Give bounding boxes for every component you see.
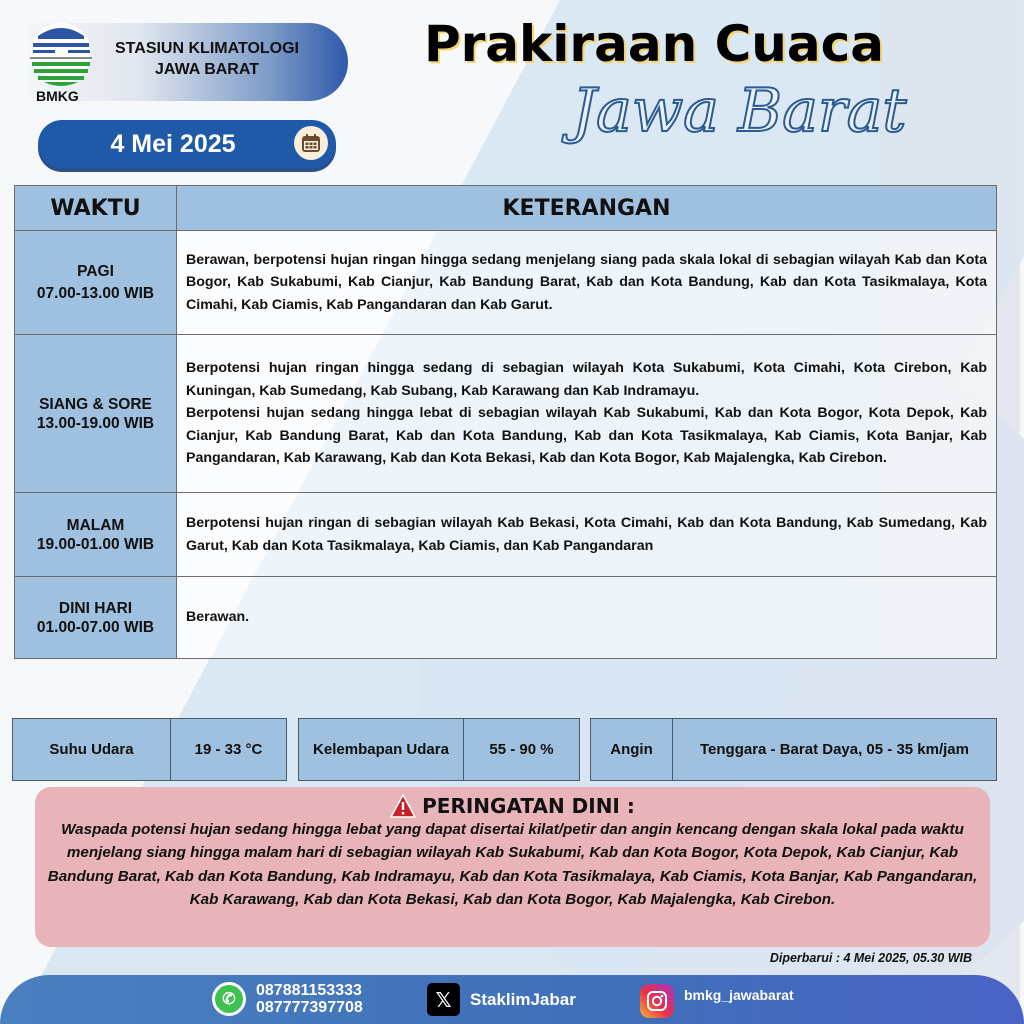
time-cell (15, 577, 177, 659)
last-updated: Diperbarui : 4 Mei 2025, 05.30 WIB (769, 951, 972, 965)
whatsapp-icon: ✆ (212, 982, 246, 1016)
time-cell (15, 231, 177, 335)
description-text: Berpotensi hujan sedang hingga lebat di sebagian wilayah Kab Sukabumi, Kab dan Kota Bogor, Kota Depok, Kab Cianjur, Kab Bandung Barat, Kab dan Kota Bandung, Kab dan Kota Tasikmalaya, Kab Ciamis, Kota Banjar, Kab Pangandaran, Kab Karawang, Kab dan Kota Bekasi, Kab dan Kota Bogor, Kab Majalengka, Kab Cirebon. (186, 405, 987, 467)
time-cell (15, 335, 177, 493)
warning-triangle-icon (390, 794, 416, 818)
warning-body: Waspada potensi hujan sedang hingga lebat yang dapat disertai kilat/petir dan angin kencang dengan skala lokal pada waktu menjelang siang hingga malam hari di sebagian wilayah Kab Sukabumi, Kab dan Kota Bogor, Kota Depok, Kab Cianjur, Kab Bandung Barat, Kab dan Kota Bandung, Kab Indramayu, Kab dan Kota Tasikmalaya, Kab Ciamis, Kota Banjar, Kab Pangandaran, Kab Karawang, Kab dan Kota Bekasi, Kab dan Kota Bogor, Kab Majalengka, Kab Cirebon. (47, 821, 978, 909)
x-twitter-icon: 𝕏 (427, 983, 460, 1016)
description-text: Berawan, berpotensi hujan ringan hingga sedang menjelang siang pada skala lokal di sebagian wilayah Kab dan Kota Bogor, Kab Sukabumi, Kab Cianjur, Kab Bandung Barat, Kab dan Kota Bandung, Kab dan Kota Tasikmalaya, Kota Cimahi, Kab Ciamis, Kab Pangandaran dan Kab Garut. (186, 251, 987, 313)
whatsapp-contact[interactable] (212, 982, 363, 1016)
logo-text: BMKG (36, 88, 79, 104)
table-row (15, 493, 997, 577)
instagram-contact[interactable] (640, 984, 794, 1018)
calendar-icon (294, 126, 328, 160)
description-text: Berpotensi hujan ringan di sebagian wilayah Kab Bekasi, Kota Cimahi, Kab dan Kota Bandung, Kab Sumedang, Kab Garut, Kab dan Kota Tasikmalaya, Kab Ciamis, dan Kab Pangandaran (186, 514, 987, 554)
description-text: Berpotensi hujan ringan hingga sedang di sebagian wilayah Kota Sukabumi, Kota Cimahi, Kota Cirebon, Kab Kuningan, Kab Sumedang, Kab Subang, Kab Karawang dan Kab Indramayu. (186, 360, 987, 399)
phone-numbers (256, 982, 363, 1016)
description-cell (177, 577, 997, 659)
period-label: PAGI (77, 263, 114, 280)
instagram-icon (640, 984, 674, 1018)
station-name-line1: STASIUN KLIMATOLOGI (115, 40, 299, 57)
page-title: Prakiraan Cuaca (424, 15, 884, 73)
date-badge (38, 120, 336, 168)
column-header-waktu: WAKTU (15, 186, 177, 231)
table-row (15, 335, 997, 493)
time-cell (15, 493, 177, 577)
humidity-label: Kelembapan Udara (313, 741, 449, 758)
page-subtitle: Jawa Barat (572, 76, 907, 146)
warning-title-row (35, 794, 990, 818)
early-warning-panel (35, 787, 990, 947)
humidity-value: 55 - 90 % (463, 719, 579, 780)
period-hours: 19.00-01.00 WIB (36, 535, 155, 553)
description-cell (177, 231, 997, 335)
wind-value: Tenggara - Barat Daya, 05 - 35 km/jam (672, 719, 996, 780)
wind-box (590, 718, 997, 781)
x-handle[interactable]: StaklimJabar (470, 989, 576, 1009)
x-contact[interactable] (427, 983, 576, 1016)
wind-label: Angin (610, 741, 653, 758)
period-label: SIANG & SORE (39, 395, 152, 413)
period-label: MALAM (66, 516, 125, 534)
humidity-box (298, 718, 580, 781)
table-row (15, 577, 997, 659)
forecast-table (14, 185, 997, 659)
instagram-handle[interactable]: bmkg_jawabarat (684, 987, 794, 1003)
temperature-value: 19 - 33 °C (170, 719, 286, 780)
period-label: DINI HARI (58, 599, 133, 617)
table-header-row (15, 186, 997, 231)
phone-number-1[interactable]: 087881153333 (256, 982, 362, 999)
bmkg-logo-icon (28, 20, 94, 90)
station-name-line2: JAWA BARAT (155, 61, 259, 78)
period-hours: 07.00-13.00 WIB (36, 285, 155, 302)
column-header-keterangan: KETERANGAN (177, 186, 997, 231)
description-cell (177, 493, 997, 577)
temperature-label: Suhu Udara (49, 741, 134, 758)
table-row (15, 231, 997, 335)
description-cell (177, 335, 997, 493)
period-hours: 01.00-07.00 WIB (36, 618, 155, 636)
warning-title: PERINGATAN DINI : (422, 794, 635, 818)
phone-number-2[interactable]: 087777397708 (256, 999, 363, 1016)
temperature-box (12, 718, 287, 781)
period-hours: 13.00-19.00 WIB (36, 414, 155, 432)
station-name (96, 38, 318, 80)
date-text: 4 Mei 2025 (110, 130, 236, 158)
description-text: Berawan. (186, 609, 250, 626)
